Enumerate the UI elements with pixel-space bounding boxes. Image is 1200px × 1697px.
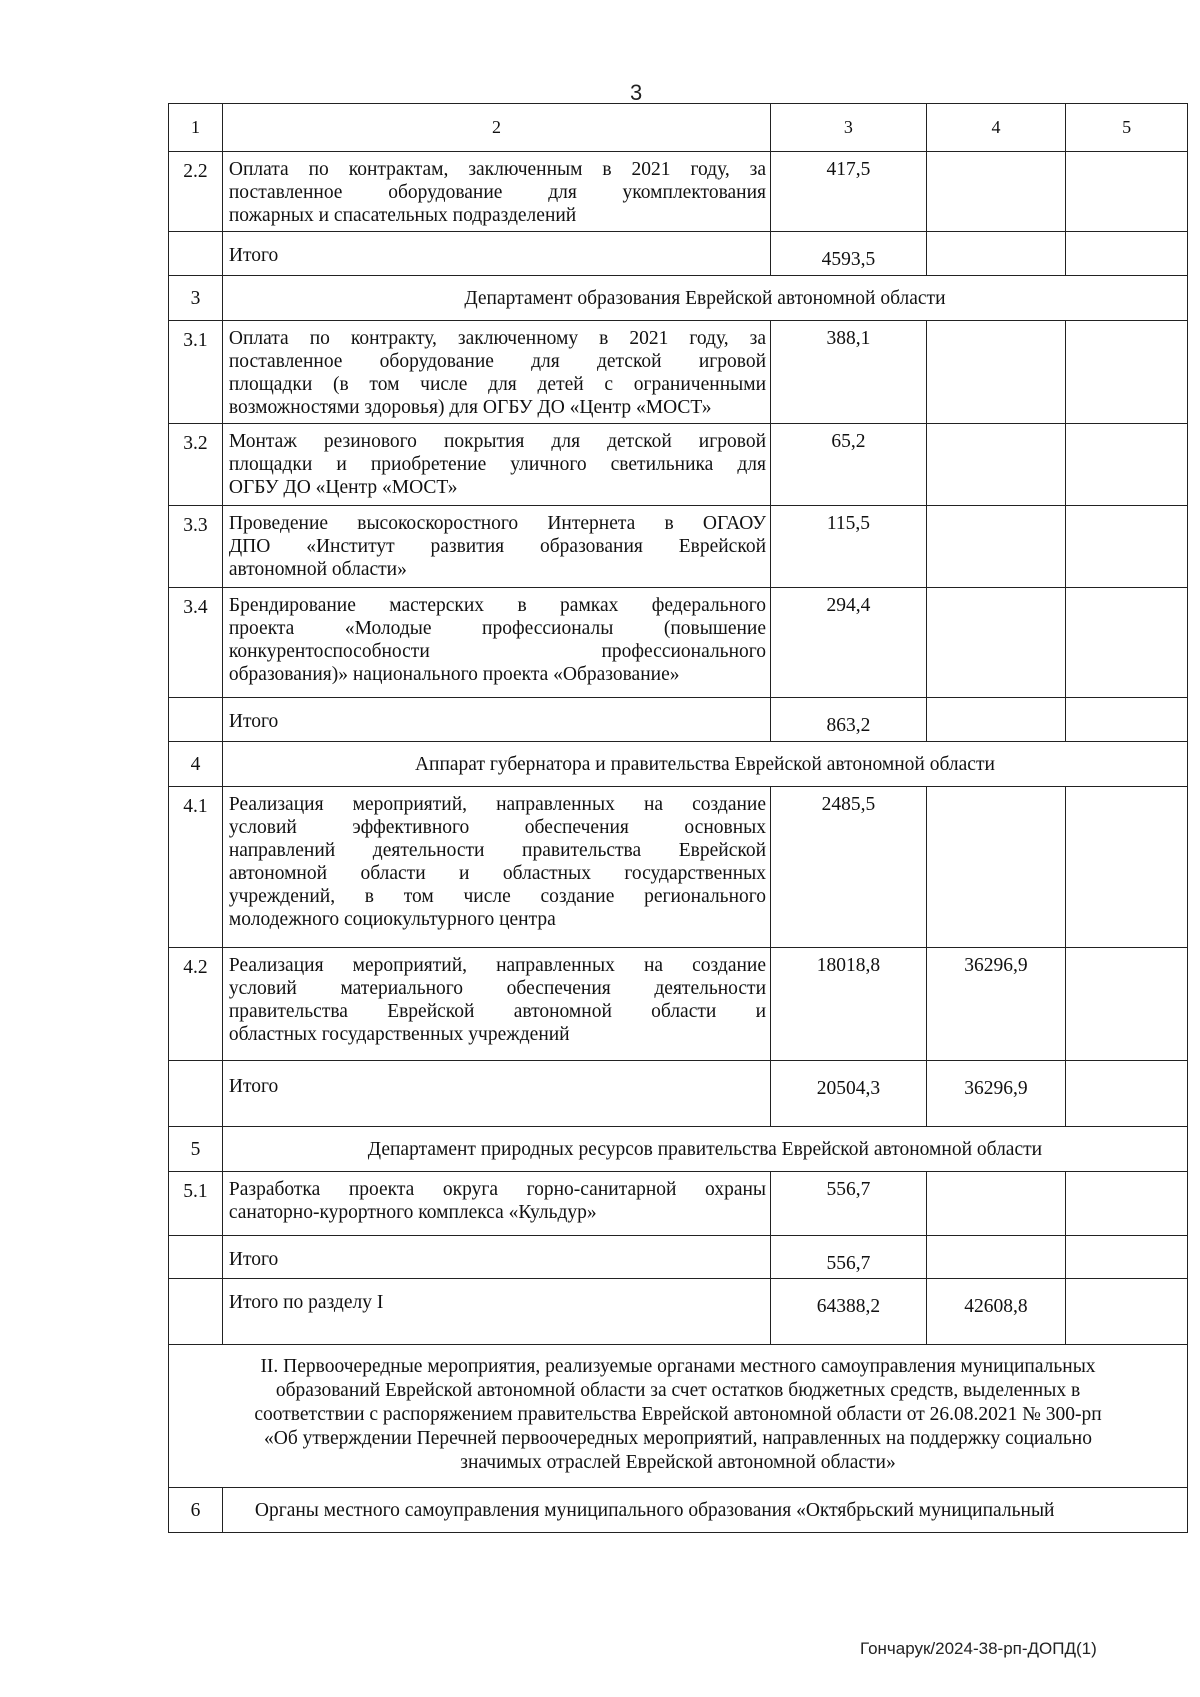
total-row [169, 232, 1188, 276]
table-row [169, 1172, 1188, 1236]
table-row [169, 1488, 1188, 1533]
value-col3: 294,4 [771, 588, 927, 698]
row-description: Проведение высокоскоростного Интернета в ОГАОУ ДПО «Институт развития образования Еврейской автономной области» [222, 506, 770, 588]
value-col5 [1066, 1172, 1188, 1236]
column-header: 4 [926, 104, 1065, 152]
row-number [169, 232, 223, 276]
department-name: Органы местного самоуправления муниципального образования «Октябрьский муниципальный [222, 1488, 1187, 1533]
column-header: 5 [1066, 104, 1188, 152]
row-number: 5.1 [169, 1172, 223, 1236]
table-row [169, 506, 1188, 588]
value-col4 [926, 588, 1065, 698]
row-description: Реализация мероприятий, направленных на создание условий материального обеспечения деятельности правительства Еврейской автономной области и областных государственных учреждений [222, 948, 770, 1061]
value-col5 [1066, 698, 1188, 742]
row-description: Разработка проекта округа горно-санитарной охраны санаторно-курортного комплекса «Кульдур» [222, 1172, 770, 1236]
value-col5 [1066, 232, 1188, 276]
table-row [169, 787, 1188, 948]
value-col4 [926, 424, 1065, 506]
row-number [169, 1236, 223, 1279]
row-number: 3.1 [169, 321, 223, 424]
value-col5 [1066, 424, 1188, 506]
value-col4: 42608,8 [926, 1279, 1065, 1345]
row-number [169, 698, 223, 742]
total-label: Итого [222, 232, 770, 276]
department-row [169, 742, 1188, 787]
value-col4: 36296,9 [926, 948, 1065, 1061]
total-label: Итого [222, 698, 770, 742]
value-col4 [926, 321, 1065, 424]
department-name: Департамент природных ресурсов правительства Еврейской автономной области [222, 1127, 1187, 1172]
value-col4 [926, 506, 1065, 588]
value-col4 [926, 232, 1065, 276]
row-number: 4.2 [169, 948, 223, 1061]
total-label: Итого [222, 1061, 770, 1127]
value-col4 [926, 787, 1065, 948]
section-heading: II. Первоочередные мероприятия, реализуемые органами местного самоуправления муниципальных образований Еврейской автономной области за счет остатков бюджетных средств, выделенных в соответствии с распоряжением правительства Еврейской автономной области от 26.08.2021 № 300-рп «Об утверждении Перечней первоочередных мероприятий, направленных на поддержку социально значимых отраслей Еврейской автономной области» [169, 1345, 1188, 1488]
table-row [169, 152, 1188, 232]
row-number: 6 [169, 1488, 223, 1533]
total-label: Итого [222, 1236, 770, 1279]
value-col3: 417,5 [771, 152, 927, 232]
table-header-row [169, 104, 1188, 152]
value-col5 [1066, 1061, 1188, 1127]
page-number: 3 [630, 80, 643, 105]
column-header: 3 [771, 104, 927, 152]
department-row [169, 1127, 1188, 1172]
row-number: 4 [169, 742, 223, 787]
value-col3: 64388,2 [771, 1279, 927, 1345]
value-col4 [926, 152, 1065, 232]
section-total-label: Итого по разделу I [222, 1279, 770, 1345]
department-name: Аппарат губернатора и правительства Еврейской автономной области [222, 742, 1187, 787]
value-col5 [1066, 588, 1188, 698]
table-row [169, 321, 1188, 424]
value-col3: 4593,5 [771, 232, 927, 276]
value-col5 [1066, 1279, 1188, 1345]
section-total-row [169, 1279, 1188, 1345]
total-row [169, 1061, 1188, 1127]
column-header: 1 [169, 104, 223, 152]
table-row [169, 588, 1188, 698]
department-name: Департамент образования Еврейской автономной области [222, 276, 1187, 321]
row-number: 3.4 [169, 588, 223, 698]
value-col3: 115,5 [771, 506, 927, 588]
row-description: Реализация мероприятий, направленных на создание условий эффективного обеспечения основных направлений деятельности правительства Еврейской автономной области и областных государственных учреждений, в том числе создание регионального молодежного социокультурного центра [222, 787, 770, 948]
row-number [169, 1279, 223, 1345]
row-number: 3.3 [169, 506, 223, 588]
value-col5 [1066, 506, 1188, 588]
value-col5 [1066, 948, 1188, 1061]
value-col3: 20504,3 [771, 1061, 927, 1127]
total-row [169, 1236, 1188, 1279]
value-col3: 556,7 [771, 1236, 927, 1279]
row-number: 2.2 [169, 152, 223, 232]
value-col4 [926, 698, 1065, 742]
row-description: Оплата по контракту, заключенному в 2021 году, за поставленное оборудование для детской игровой площадки (в том числе для детей с ограниченными возможностями здоровья) для ОГБУ ДО «Центр «МОСТ» [222, 321, 770, 424]
row-number: 4.1 [169, 787, 223, 948]
row-description: Брендирование мастерских в рамках федерального проекта «Молодые профессионалы (повышение конкурентоспособности профессионального образования)» национального проекта «Образование» [222, 588, 770, 698]
row-description: Монтаж резинового покрытия для детской игровой площадки и приобретение уличного светильника для ОГБУ ДО «Центр «МОСТ» [222, 424, 770, 506]
table-row [169, 424, 1188, 506]
value-col4 [926, 1172, 1065, 1236]
row-number: 3.2 [169, 424, 223, 506]
department-row [169, 276, 1188, 321]
value-col3: 2485,5 [771, 787, 927, 948]
value-col3: 863,2 [771, 698, 927, 742]
value-col4: 36296,9 [926, 1061, 1065, 1127]
value-col3: 18018,8 [771, 948, 927, 1061]
value-col5 [1066, 787, 1188, 948]
row-description: Оплата по контрактам, заключенным в 2021 году, за поставленное оборудование для укомплектования пожарных и спасательных подразделений [222, 152, 770, 232]
column-header: 2 [222, 104, 770, 152]
budget-table [168, 103, 1188, 1533]
total-row [169, 698, 1188, 742]
value-col5 [1066, 152, 1188, 232]
section-heading-row [169, 1345, 1188, 1488]
row-number [169, 1061, 223, 1127]
value-col5 [1066, 321, 1188, 424]
row-number: 5 [169, 1127, 223, 1172]
table-row [169, 948, 1188, 1061]
document-id: Гончарук/2024-38-рп-ДОПД(1) [860, 1639, 1097, 1658]
value-col3: 388,1 [771, 321, 927, 424]
value-col4 [926, 1236, 1065, 1279]
row-number: 3 [169, 276, 223, 321]
value-col3: 65,2 [771, 424, 927, 506]
value-col3: 556,7 [771, 1172, 927, 1236]
value-col5 [1066, 1236, 1188, 1279]
